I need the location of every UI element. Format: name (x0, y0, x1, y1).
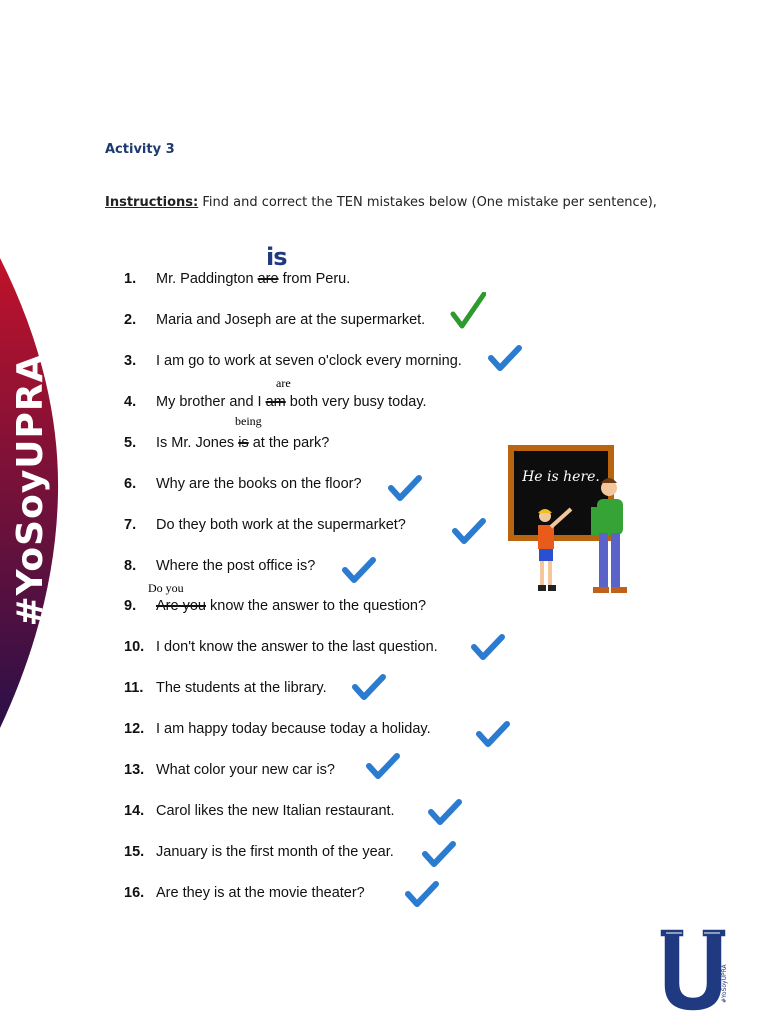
list-item (124, 762, 335, 784)
list-item (124, 639, 438, 661)
instructions-text: Find and correct the TEN mistakes below (One mistake per sentence), (198, 195, 657, 210)
item-text: Where the post office is? (156, 558, 316, 574)
list-item (124, 803, 395, 825)
correction-1: is (266, 243, 287, 271)
item-text: both very busy today. (285, 394, 427, 410)
item-text: I am happy today because today a holiday. (156, 721, 431, 737)
item-number: 11. (124, 680, 144, 696)
blackboard-text: He is here. (522, 469, 600, 485)
list-item (124, 598, 426, 620)
item-number: 8. (124, 558, 137, 574)
check-icon (366, 752, 400, 780)
item-number: 4. (124, 394, 137, 410)
item-text: know the answer to the question? (205, 598, 427, 614)
item-text: Why are the books on the floor? (156, 476, 362, 492)
item-number: 2. (124, 312, 137, 328)
item-text: What color your new car is? (156, 762, 335, 778)
item-number: 6. (124, 476, 137, 492)
item-number: 13. (124, 762, 145, 778)
list-item (124, 476, 362, 498)
logo-tag: #YoSoyUPRA (721, 964, 728, 1003)
item-text: Mr. Paddington (156, 271, 258, 287)
item-number: 7. (124, 517, 137, 533)
check-icon (471, 633, 505, 661)
struck-word: are (257, 271, 279, 287)
item-text: I don't know the answer to the last question. (156, 639, 438, 655)
item-number: 10. (124, 639, 145, 655)
struck-word: is (238, 435, 249, 451)
item-text: Is Mr. Jones (156, 435, 239, 451)
item-text: The students at the library. (156, 680, 327, 696)
item-number: 16. (124, 885, 145, 901)
check-icon (452, 517, 486, 545)
list-item (124, 435, 329, 457)
item-text: Maria and Joseph are at the supermarket. (156, 312, 426, 328)
item-text: Carol likes the new Italian restaurant. (156, 803, 395, 819)
item-text: My brother and I (156, 394, 266, 410)
list-item (124, 680, 327, 702)
correction-4: are (276, 376, 291, 390)
list-item (124, 558, 315, 580)
struck-word: Are you (156, 598, 206, 614)
check-icon (428, 798, 462, 826)
item-number: 3. (124, 353, 137, 369)
item-number: 1. (124, 271, 137, 287)
correction-5: being (235, 414, 262, 428)
item-number: 5. (124, 435, 137, 451)
check-icon (476, 720, 510, 748)
item-text: Are they is at the movie theater? (156, 885, 365, 901)
upra-logo (658, 927, 728, 1013)
item-text: I am go to work at seven o'clock every morning. (156, 353, 462, 369)
list-item (124, 885, 365, 907)
check-icon (405, 880, 439, 908)
struck-word: am (265, 394, 286, 410)
item-number: 15. (124, 844, 145, 860)
side-banner-hashtag: #YoSoyUPRA (10, 353, 51, 627)
check-icon (488, 344, 522, 372)
green-check-icon (450, 292, 486, 330)
list-item (124, 312, 425, 334)
activity-title: Activity 3 (105, 142, 175, 157)
list-item (124, 353, 462, 375)
check-icon (388, 474, 422, 502)
list-item (124, 721, 431, 743)
check-icon (342, 556, 376, 584)
item-number: 12. (124, 721, 145, 737)
correction-9: Do you (148, 581, 184, 595)
list-item (124, 517, 406, 539)
item-number: 14. (124, 803, 145, 819)
item-text: at the park? (248, 435, 330, 451)
item-text: from Peru. (278, 271, 351, 287)
list-item (124, 844, 394, 866)
check-icon (352, 673, 386, 701)
check-icon (422, 840, 456, 868)
teacher-blackboard-illustration (505, 443, 635, 605)
item-number: 9. (124, 598, 137, 614)
instructions (105, 195, 657, 210)
instructions-label: Instructions: (105, 195, 199, 210)
list-item (124, 271, 350, 293)
item-text: Do they both work at the supermarket? (156, 517, 406, 533)
list-item (124, 394, 427, 416)
item-text: January is the first month of the year. (156, 844, 394, 860)
